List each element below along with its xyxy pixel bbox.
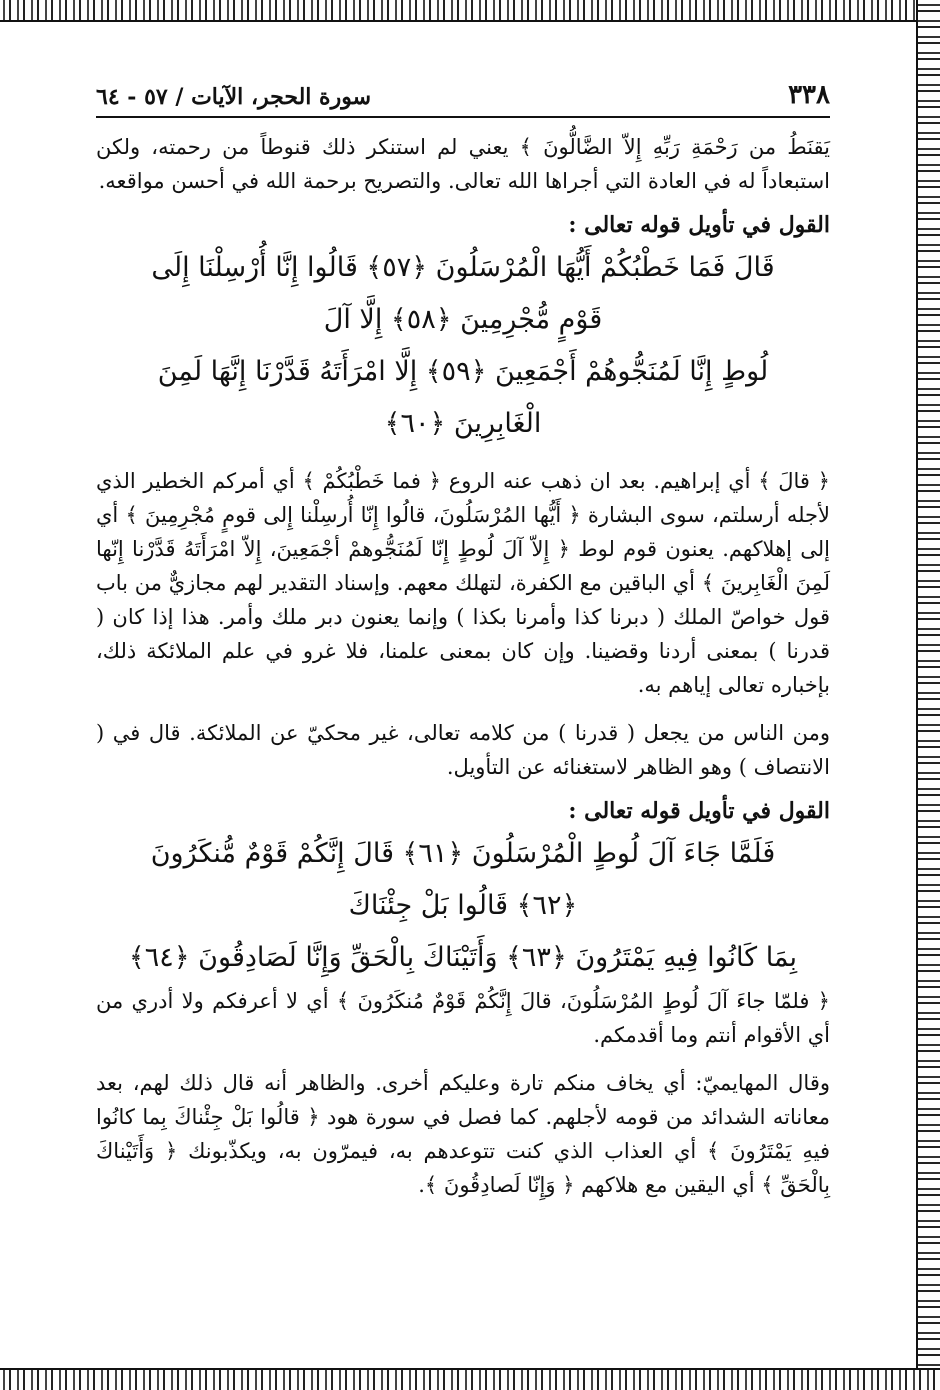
decorative-border-right [916, 0, 940, 1390]
page-number: ٣٣٨ [788, 80, 830, 110]
decorative-border-bottom [0, 1368, 940, 1390]
running-title: سورة الحجر، الآيات / ٥٧ - ٦٤ [96, 84, 372, 110]
paragraph: ﴿ قالَ ﴾ أي إبراهيم. بعد ان ذهب عنه الروع ﴿ فما خَطْبُكُمْ ﴾ أي أمركم الخطير الذي لأجله أرسلتم، سوى البشارة ﴿ أَيُّها المُرْسَلُونَ، قالُوا إِنّا أُرسِلْنا إِلى قومٍ مُجْرِمِينَ ﴾ أي إلى إهلاكهم. يعنون قوم لوط ﴿ إِلاّ آلَ لُوطٍ إِنّا لَمُنَجُّوهمْ أجْمَعِينَ، إِلاّ امْرَأَتَهُ قَدَّرْنا إِنّها لَمِنَ الْغَابِرينَ ﴾ أي الباقين مع الكفرة، لتهلك معهم. وإسناد التقدير لهم مجازيٌّ من باب قول خواصّ الملك ( دبرنا كذا وأمرنا بكذا ) وإنما يعنون دبر ملك وأمر. هذا إذا كان ( قدرنا ) بمعنى أردنا وقضينا. وإن كان بمعنى علمنا، فلا غرو في علم الملائكة ذلك، بإخباره تعالى إياهم به. [96, 469, 830, 697]
paragraph: ﴿ فلمّا جاءَ آلَ لُوطٍ المُرْسَلُونَ، قالَ إِنَّكُمْ قَوْمٌ مُنكَرُونَ ﴾ أي لا أعرفكم ولا أدري من أي الأقوام أنتم وما أقدمكم. [96, 989, 830, 1047]
paragraph: يَقنَطُ من رَحْمَةِ رَبِّهِ إِلاّ الضَّالُّونَ ﴾ يعني لم استنكر ذلك قنوطاً من رحمته، ولكن استبعاداً له في العادة التي أجراها الله تعالى. والتصريح برحمة الله في أحسن مواقعه. [96, 135, 830, 193]
quran-verse-line: فَلَمَّا جَاءَ آلَ لُوطٍ الْمُرْسَلُونَ ﴿٦١﴾ قَالَ إِنَّكُمْ قَوْمٌ مُّنكَرُونَ ﴿٦٢﴾ قَالُوا بَلْ جِئْنَاكَ [150, 838, 776, 921]
quran-verse-line: بِمَا كَانُوا فِيهِ يَمْتَرُونَ ﴿٦٣﴾ وَأَتَيْنَاكَ بِالْحَقِّ وَإِنَّا لَصَادِقُونَ ﴿٦٤﴾ [128, 942, 798, 973]
section-heading: القول في تأويل قوله تعالى : [568, 798, 830, 824]
book-page [96, 64, 830, 1202]
paragraph: ومن الناس من يجعل ( قدرنا ) من كلامه تعالى، غير محكيّ عن الملائكة. قال في ( الانتصاف ) وهو الظاهر لاستغنائه عن التأويل. [96, 721, 830, 779]
quran-verse-line: لُوطٍ إِنَّا لَمُنَجُّوهُمْ أَجْمَعِينَ ﴿٥٩﴾ إِلَّا امْرَأَتَهُ قَدَّرْنَا إِنَّهَا لَمِنَ الْغَابِرِينَ ﴿٦٠﴾ [157, 356, 769, 439]
page-header [96, 64, 830, 118]
paragraph: وقال المهايميّ: أي يخاف منكم تارة وعليكم أخرى. والظاهر أنه قال ذلك لهم، بعد معاناته الشدائد من قومه لأجلهم. كما فصل في سورة هود ﴿ قالُوا بَلْ جِئْناكَ بِما كانُوا فيهِ يَمْتَرُونَ ﴾ أي العذاب الذي كنت تتوعدهم به، فيمرّون به، ويكذّبونك ﴿ وَأَتَيْناكَ بِالْحَقِّ ﴾ أي اليقين مع هلاكهم ﴿ وَإِنّا لَصادِقُونَ ﴾. [96, 1071, 830, 1197]
section-heading: القول في تأويل قوله تعالى : [568, 212, 830, 238]
quran-verse-line: قَالَ فَمَا خَطْبُكُمْ أَيُّهَا الْمُرْسَلُونَ ﴿٥٧﴾ قَالُوا إِنَّا أُرْسِلْنَا إِلَى قَوْمٍ مُّجْرِمِينَ ﴿٥٨﴾ إِلَّا آلَ [151, 252, 775, 335]
decorative-border-top [0, 0, 940, 22]
